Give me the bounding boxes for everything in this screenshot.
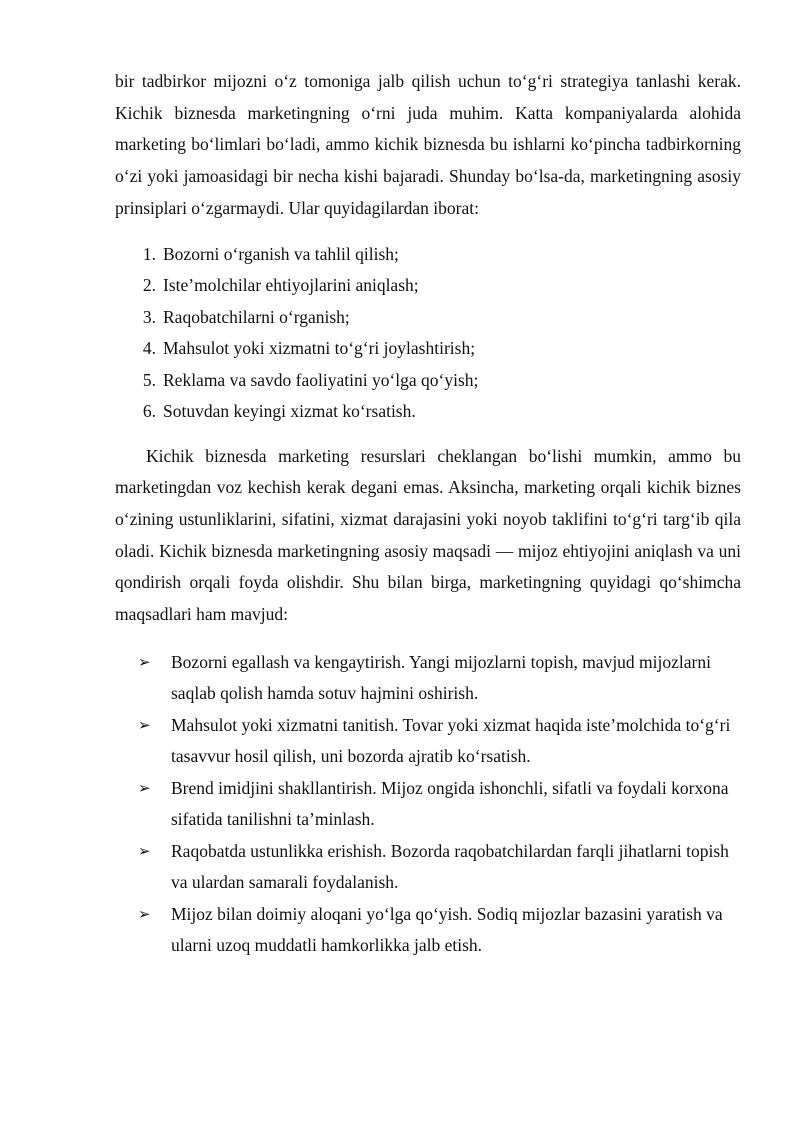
- list-item: [115, 333, 741, 365]
- list-item-number: 5.: [142, 369, 156, 390]
- document-page: [115, 66, 741, 962]
- arrow-bullet-icon: ➢: [138, 904, 151, 923]
- list-item: [115, 365, 741, 397]
- list-item: [115, 302, 741, 334]
- goals-list: [115, 647, 741, 962]
- list-item-number: 2.: [142, 275, 156, 296]
- list-item: [115, 773, 741, 836]
- list-item-text: Mahsulot yoki xizmatni tanitish. Tovar yoki xizmat haqida iste’molchida to‘g‘ri tasavvur hosil qilish, uni bozorda ajratib ko‘rsatish.: [171, 714, 731, 767]
- list-item-number: 4.: [142, 338, 156, 359]
- list-item-number: 6.: [142, 401, 156, 422]
- list-item-text: Bozorni egallash va kengaytirish. Yangi mijozlarni topish, mavjud mijozlarni saqlab qolish hamda sotuv hajmini oshirish.: [171, 651, 711, 704]
- arrow-bullet-icon: ➢: [138, 715, 151, 734]
- list-item-text: Raqobatda ustunlikka erishish. Bozorda raqobatchilardan farqli jihatlarni topish va ulardan samarali foydalanish.: [171, 840, 729, 893]
- goals-paragraph: Kichik biznesda marketing resurslari cheklangan bo‘lishi mumkin, ammo bu marketingdan voz kechish kerak degani emas. Aksincha, marketing orqali kichik biznes o‘zining ustunliklarini, sifatini, xizmat darajasini yoki noyob taklifini to‘g‘ri targ‘ib qila oladi. Kichik biznesda marketingning asosiy maqsadi — mijoz ehtiyojini aniqlash va uni qondirish orqali foyda olishdir. Shu bilan birga, marketingning quyidagi qo‘shimcha maqsadlari ham mavjud:: [115, 445, 741, 625]
- list-item-text: Iste’molchilar ehtiyojlarini aniqlash;: [163, 275, 419, 296]
- list-item-number: 3.: [142, 306, 156, 327]
- list-item-text: Raqobatchilarni o‘rganish;: [163, 306, 350, 327]
- list-item: [115, 710, 741, 773]
- principles-list: [115, 239, 741, 428]
- list-item-text: Reklama va savdo faoliyatini yo‘lga qo‘yish;: [163, 369, 479, 390]
- list-item: [115, 899, 741, 962]
- list-item: [115, 836, 741, 899]
- arrow-bullet-icon: ➢: [138, 778, 151, 797]
- arrow-bullet-icon: ➢: [138, 652, 151, 671]
- list-item-text: Mijoz bilan doimiy aloqani yo‘lga qo‘yish. Sodiq mijozlar bazasini yaratish va ularni uzoq muddatli hamkorlikka jalb etish.: [171, 903, 723, 956]
- list-item: [115, 270, 741, 302]
- intro-paragraph: bir tadbirkor mijozni o‘z tomoniga jalb qilish uchun to‘g‘ri strategiya tanlashi kerak. Kichik biznesda marketingning o‘rni juda muhim. Katta kompaniyalarda alohida marketing bo‘limlari bo‘ladi, ammo kichik biznesda bu ishlarni ko‘pincha tadbirkorning o‘zi yoki jamoasidagi bir necha kishi bajaradi. Shunday bo‘lsa-da, marketingning asosiy prinsiplari o‘zgarmaydi. Ular quyidagilardan iborat:: [115, 71, 741, 218]
- list-item-text: Brend imidjini shakllantirish. Mijoz ongida ishonchli, sifatli va foydali korxona sifatida tanilishni ta’minlash.: [171, 777, 729, 830]
- list-item: [115, 647, 741, 710]
- list-item: [115, 396, 741, 428]
- arrow-bullet-icon: ➢: [138, 841, 151, 860]
- list-item-number: 1.: [142, 243, 156, 264]
- list-item-text: Bozorni o‘rganish va tahlil qilish;: [163, 243, 399, 264]
- list-item-text: Sotuvdan keyingi xizmat ko‘rsatish.: [163, 401, 416, 422]
- list-item-text: Mahsulot yoki xizmatni to‘g‘ri joylashtirish;: [163, 338, 476, 359]
- list-item: [115, 239, 741, 271]
